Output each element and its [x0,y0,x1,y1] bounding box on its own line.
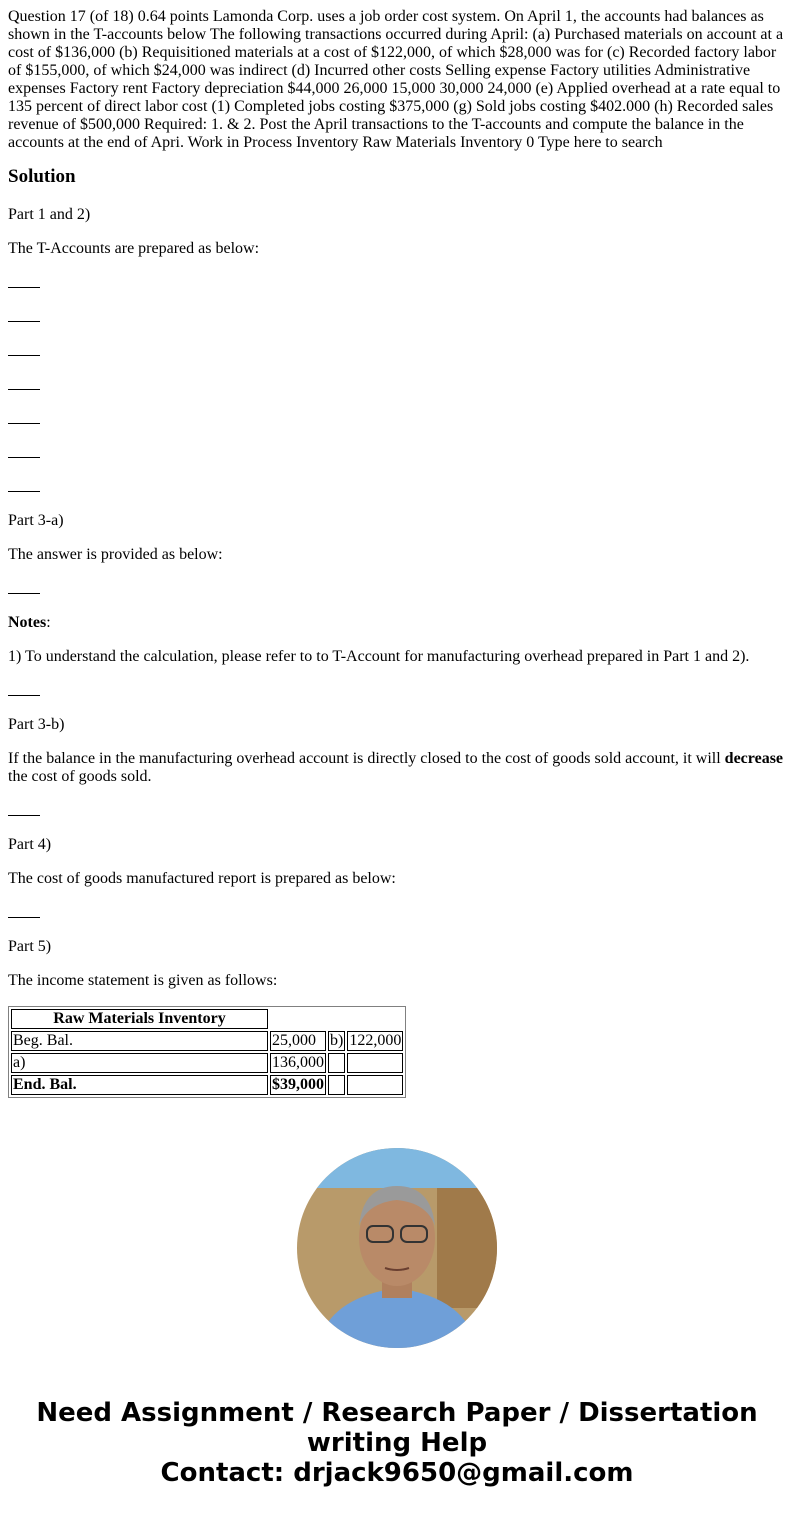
part-4-text: The cost of goods manufactured report is prepared as below: [8,870,396,887]
text: If the balance in the manufacturing overhead account is directly closed to the cost of goods sold account, it will [8,750,725,767]
debit-cell: 25,000 [270,1031,326,1051]
promo-line-1: Need Assignment / Research Paper / Dissertation writing Help [36,1398,758,1458]
image-placeholder [8,410,786,428]
image-placeholder [8,308,786,326]
credit-cell [347,1075,403,1095]
ref-cell [328,1053,345,1073]
question-text: Question 17 (of 18) 0.64 points Lamonda Corp. uses a job order cost system. On April 1, the accounts had balances as shown in the T-accounts below The following transactions occurred during April: (a) Purchased materials on account at a cost of $136,000 (b) Requisitioned materials at a cost of $122,000, of which $28,000 was for (c) Recorded factory labor of $155,000, of which $24,000 was indirect (d) Incurred other costs Selling expense Factory utilities Administrative expenses Factory rent Factory depreciation $44,000 26,000 15,000 30,000 24,000 (e) Applied overhead at a rate equal to 135 percent of direct labor cost (1) Completed jobs costing $375,000 (g) Sold jobs costing $402.000 (h) Recorded sales revenue of $500,000 Required: 1. & 2. Post the April transactions to the T-accounts and compute the balance in the accounts at the end of Apri. Work in Process Inventory Raw Materials Inventory 0 Type here to search [8,8,784,151]
debit-cell: $39,000 [272,1076,324,1093]
emphasis: decrease [724,750,784,767]
part-3a-text: The answer is provided as below: [8,546,223,563]
image-placeholder [8,802,786,820]
table-row [11,1053,403,1073]
notes-label: Notes [8,614,47,631]
image-placeholder [8,444,786,462]
row-label: End. Bal. [11,1075,268,1095]
raw-materials-t-account [8,1006,406,1098]
row-label: Beg. Bal. [11,1031,268,1051]
part-1-2-heading: Part 1 and 2) [8,206,91,223]
ref-cell: b) [330,1032,344,1049]
image-placeholder [8,274,786,292]
solution-heading: Solution [8,166,76,187]
part-3b-heading: Part 3-b) [8,716,65,733]
promo-banner [8,1398,786,1488]
image-placeholder [8,904,786,922]
part-3b-text [8,750,786,786]
image-placeholder [8,682,786,700]
part-5-heading: Part 5) [8,938,52,955]
table-row [11,1075,403,1095]
part-3a-heading: Part 3-a) [8,512,64,529]
avatar [297,1148,497,1348]
table-title: Raw Materials Inventory [11,1009,268,1029]
part-1-2-text: The T-Accounts are prepared as below: [8,240,260,257]
image-placeholder [8,478,786,496]
row-label: a) [11,1053,268,1073]
image-placeholder [8,376,786,394]
table-row [11,1031,403,1051]
promo-contact: Contact: drjack9650@gmail.com [160,1458,634,1488]
credit-cell [347,1053,403,1073]
notes [8,614,786,632]
ref-cell [328,1075,345,1095]
debit-cell: 136,000 [272,1054,324,1071]
part-4-heading: Part 4) [8,836,52,853]
image-placeholder [8,580,786,598]
text: the cost of goods sold. [8,768,152,785]
credit-cell: 122,000 [349,1032,402,1049]
part-5-text: The income statement is given as follows: [8,972,278,989]
image-placeholder [8,342,786,360]
note-1: 1) To understand the calculation, please refer to to T-Account for manufacturing overhead prepared in Part 1 and 2). [8,648,750,665]
notes-colon: : [46,614,51,631]
